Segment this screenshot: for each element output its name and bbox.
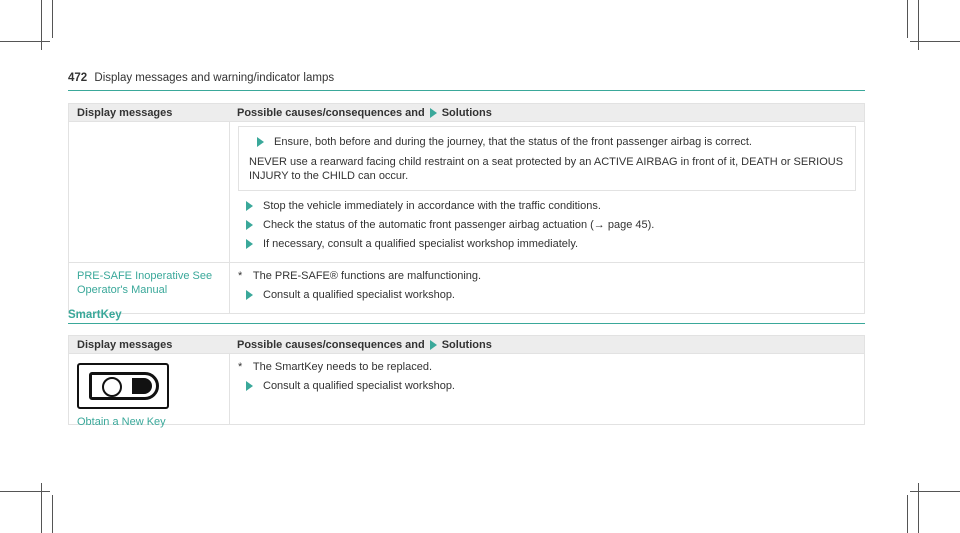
col-causes: Possible causes/consequences and Solutions (237, 106, 492, 119)
crop-mark (41, 0, 42, 50)
list-item: If necessary, consult a qualified specialist workshop immediately. (246, 237, 856, 251)
message-cell (69, 354, 229, 428)
arrow-icon (246, 220, 253, 230)
arrow-icon (246, 239, 253, 249)
arrow-icon (430, 108, 437, 118)
crop-mark (0, 491, 50, 492)
arrow-icon (257, 137, 264, 147)
mercedes-star-icon (102, 377, 122, 397)
arrow-icon (246, 290, 253, 300)
message-obtain-key: Obtain a New Key (77, 416, 166, 428)
arrow-icon (246, 381, 253, 391)
table-row (69, 121, 864, 262)
crop-mark (52, 495, 53, 533)
page-number: 472 (68, 72, 88, 84)
crop-mark (0, 41, 50, 42)
warning-box (238, 126, 856, 191)
arrow-icon (430, 340, 437, 350)
list-item: Consult a qualified specialist workshop. (246, 288, 856, 302)
list-item: Check the status of the automatic front passenger airbag actuation (→ page 45). (246, 218, 856, 232)
causes-cell: * The PRE-SAFE® functions are malfunctioning. Consult a qualified specialist workshop. (229, 263, 864, 313)
crop-mark (907, 495, 908, 533)
table-row (69, 262, 864, 313)
list-item: Ensure, both before and during the journey, that the status of the front passenger airbag is correct. (257, 135, 845, 149)
col-causes: Possible causes/consequences and Solutions (237, 338, 492, 351)
message-pre-safe: PRE-SAFE Inoperative See Operator's Manual (77, 270, 213, 296)
col-display-messages: Display messages (77, 338, 173, 351)
airbag-table (68, 103, 865, 314)
causes-cell: * The SmartKey needs to be replaced. Consult a qualified specialist workshop. (229, 354, 864, 424)
col-display-messages: Display messages (77, 106, 173, 119)
crop-mark (918, 0, 919, 50)
arrow-icon (246, 201, 253, 211)
table-header (69, 336, 864, 353)
section-title: SmartKey (68, 309, 122, 321)
table-row (69, 353, 864, 428)
list-item: Consult a qualified specialist workshop. (246, 379, 856, 393)
warning-text: NEVER use a rearward facing child restraint on a seat protected by an ACTIVE AIRBAG in front of it, DEATH or SERIOUS INJURY to the CHILD can occur. (249, 156, 844, 182)
header-rule (68, 90, 865, 91)
smartkey-table (68, 335, 865, 428)
table-header (69, 104, 864, 121)
crop-mark (910, 491, 960, 492)
page-title: Display messages and warning/indicator lamps (94, 72, 335, 84)
crop-mark (52, 0, 53, 38)
causes-cell (229, 122, 864, 262)
crop-mark (907, 0, 908, 38)
page-header (68, 72, 334, 84)
list-item: Stop the vehicle immediately in accordance with the traffic conditions. (246, 199, 856, 213)
crop-mark (910, 41, 960, 42)
smartkey-icon (77, 363, 169, 409)
message-cell (69, 122, 229, 262)
section-rule (68, 323, 865, 324)
